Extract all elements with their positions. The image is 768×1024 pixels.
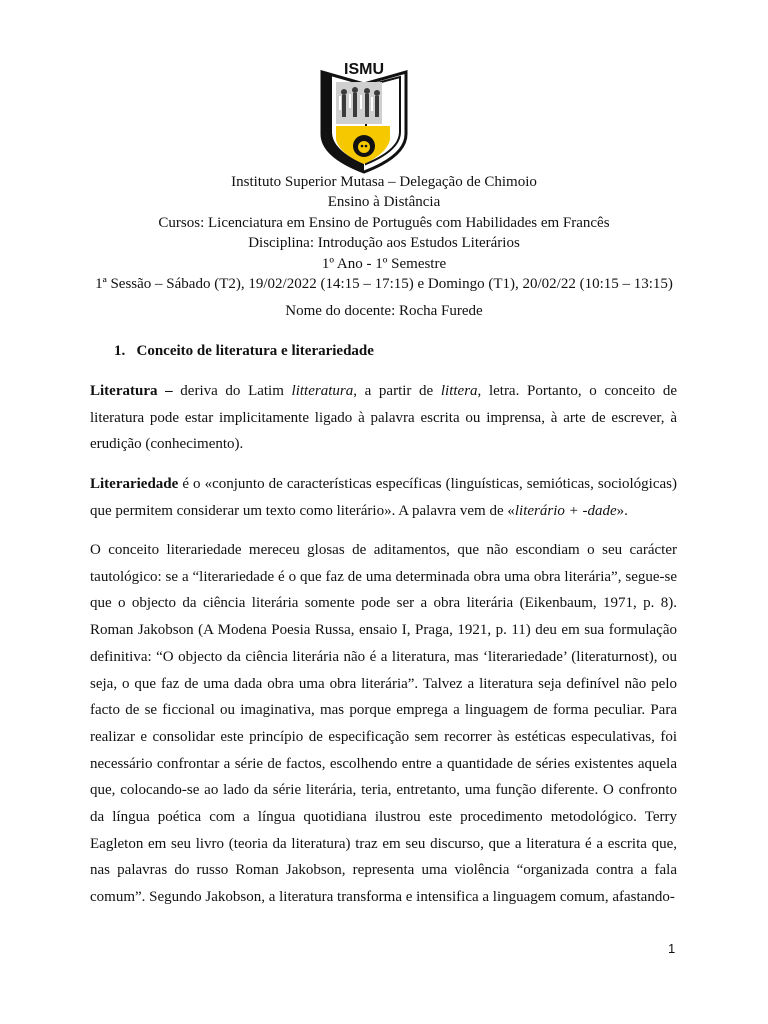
section-number: 1. xyxy=(114,343,126,359)
paragraph-literariedade xyxy=(90,471,677,524)
ismu-logo xyxy=(316,60,412,174)
paragraph-text: é o «conjunto de características específicas (linguísticas, semióticas, sociológicas) que permitem considerar um texto como literário». A palavra vem de « xyxy=(90,476,677,519)
teaching-mode: Ensino à Distância xyxy=(327,194,441,211)
document-header xyxy=(40,172,728,322)
italic-term: litteratura xyxy=(291,383,354,399)
course-line: Cursos: Licenciatura em Ensino de Português com Habilidades em Francês xyxy=(158,214,610,231)
section-heading xyxy=(114,343,374,360)
paragraph-literatura xyxy=(90,378,677,458)
section-title: Conceito de literatura e literariedade xyxy=(136,343,374,359)
teacher-line: Nome do docente: Rocha Furede xyxy=(285,303,483,320)
paragraph-text: , a partir de xyxy=(353,383,441,399)
term-literariedade: Literariedade xyxy=(90,476,179,492)
svg-text:ISMU: ISMU xyxy=(344,61,384,78)
year-semester-line: 1º Ano - 1º Semestre xyxy=(321,255,447,272)
institution-name: Instituto Superior Mutasa – Delegação de Chimoio xyxy=(231,174,537,190)
term-literatura: Literatura – xyxy=(90,383,173,399)
paragraph-text: deriva do Latim xyxy=(172,383,292,399)
discipline-line: Disciplina: Introdução aos Estudos Literários xyxy=(248,235,520,252)
italic-term: literário + -dade xyxy=(514,502,617,519)
page-number: 1 xyxy=(668,941,676,956)
session-line: 1ª Sessão – Sábado (T2), 19/02/2022 (14:15 – 17:15) e Domingo (T1), 20/02/22 (10:15 – 13:15) xyxy=(95,275,673,292)
paragraph-text: ». xyxy=(616,502,628,519)
paragraph-concept: O conceito literariedade mereceu glosas de aditamentos, que não escondiam o seu carácter tautológico: se a “literariedade é o que faz de uma determinada obra uma obra literária”, segue-se que o objecto da ciência literária somente pode ser a obra literária (Eikenbaum, 1971, p. 8). Roman Jakobson (A Modena Poesia Russa, ensaio I, Praga, 1921, p. 11) deu em sua formulação definitiva: “O objecto da ciência literária não é a literatura, mas ‘literariedade’ (literaturnost), ou seja, o que faz de uma dada obra uma obra literária”. Talvez a literatura seja definível não pelo facto de se ficcional ou imaginativa, mas porque emprega a linguagem de forma peculiar. Para realizar e consolidar este princípio de especificação sem recorrer às estéticas especulativas, foi necessário confrontar a série de factos, escolhendo entre a quantidade de séries existentes aquela que, colocando-se ao lado da série literária, teria, entretanto, uma função diferente. O confronto da língua poética com a língua quotidiana ilustrou este procedimento metodológico. Terry Eagleton em seu livro (teoria da literatura) traz em seu discurso, que a literatura é a escrita que, nas palavras do russo Roman Jakobson, representa uma violência “organizada contra a fala comum”. Segundo Jakobson, a literatura transforma e intensifica a linguagem comum, afastando- xyxy=(90,542,677,906)
paragraph-text: , letra. Portanto, o conceito de literatura pode estar implicitamente ligado à palavra escrita ou imprensa, à arte de escrever, à erudição (conhecimento). xyxy=(90,383,677,453)
italic-term: littera xyxy=(440,383,478,399)
